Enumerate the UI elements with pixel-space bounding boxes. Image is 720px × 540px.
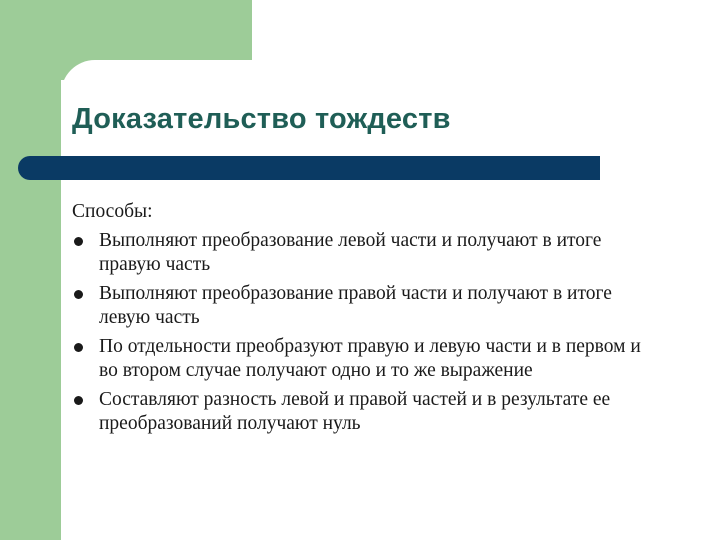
slide-body [72,200,672,441]
list-item [72,229,659,278]
bullet-icon [74,343,83,352]
bullet-text: По отдельности преобразуют правую и левую части и в первом и во втором случае получают одно и то же выражение [99,335,641,381]
slide-title: Доказательство тождеств [72,103,451,135]
bullet-icon [74,237,83,246]
bullet-icon [74,396,83,405]
list-item [72,335,659,384]
list-item [72,388,659,437]
bullet-icon [74,290,83,299]
bullet-text: Выполняют преобразование левой части и получают в итоге правую часть [99,229,602,275]
bullet-text: Выполняют преобразование правой части и получают в итоге левую часть [99,282,612,328]
decorative-green-left-strip [0,0,61,540]
title-underline-bar [18,156,600,180]
list-item [72,282,659,331]
bullet-text: Составляют разность левой и правой частей и в результате ее преобразований получают нуль [99,388,611,434]
intro-text: Способы: [72,201,153,222]
bullet-list [72,229,672,437]
